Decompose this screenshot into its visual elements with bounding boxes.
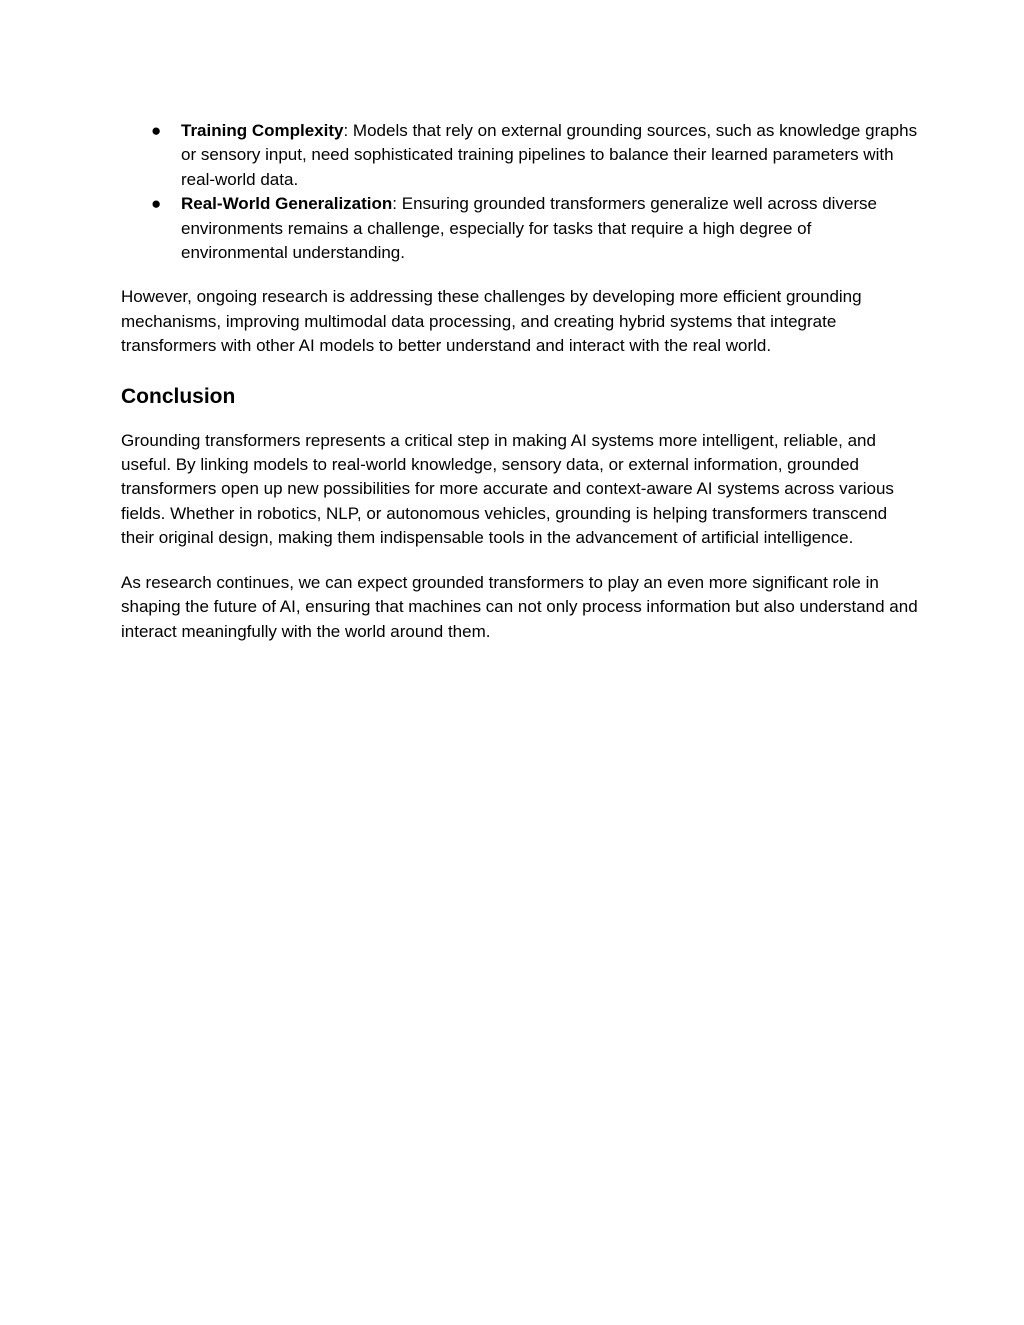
- conclusion-heading: Conclusion: [121, 384, 236, 408]
- bullet-list: [121, 119, 921, 265]
- list-item: [121, 119, 921, 192]
- conclusion-paragraph-1: Grounding transformers represents a critical step in making AI systems more intelligent, reliable, and useful. By linking models to real-world knowledge, sensory data, or external information, grounded transformers open up new possibilities for more accurate and context-aware AI systems across various fields. Whether in robotics, NLP, or autonomous vehicles, grounding is helping transformers transcend their original design, making them indispensable tools in the advancement of artificial intelligence.: [121, 430, 894, 548]
- bullet-icon: ●: [151, 194, 162, 214]
- bullet-term: Real-World Generalization: [181, 194, 393, 214]
- bullet-text: : Models that rely on external grounding sources, such as knowledge graphs or sensory input, need sophisticated training pipelines to balance their learned parameters with real-world data.: [181, 121, 918, 189]
- challenges-paragraph: However, ongoing research is addressing these challenges by developing more efficient grounding mechanisms, improving multimodal data processing, and creating hybrid systems that integrate transformers with other AI models to better understand and interact with the real world.: [121, 287, 862, 356]
- document-page: [121, 119, 921, 644]
- bullet-icon: ●: [151, 121, 162, 140]
- list-item: [121, 192, 921, 265]
- bullet-term: Training Complexity: [181, 121, 344, 140]
- conclusion-paragraph-2: As research continues, we can expect grounded transformers to play an even more significant role in shaping the future of AI, ensuring that machines can not only process information but also understand and interact meaningfully with the world around them.: [121, 572, 918, 641]
- bullet-text: : Ensuring grounded transformers generalize well across diverse environments remains a challenge, especially for tasks that require a high degree of environmental understanding.: [181, 194, 878, 263]
